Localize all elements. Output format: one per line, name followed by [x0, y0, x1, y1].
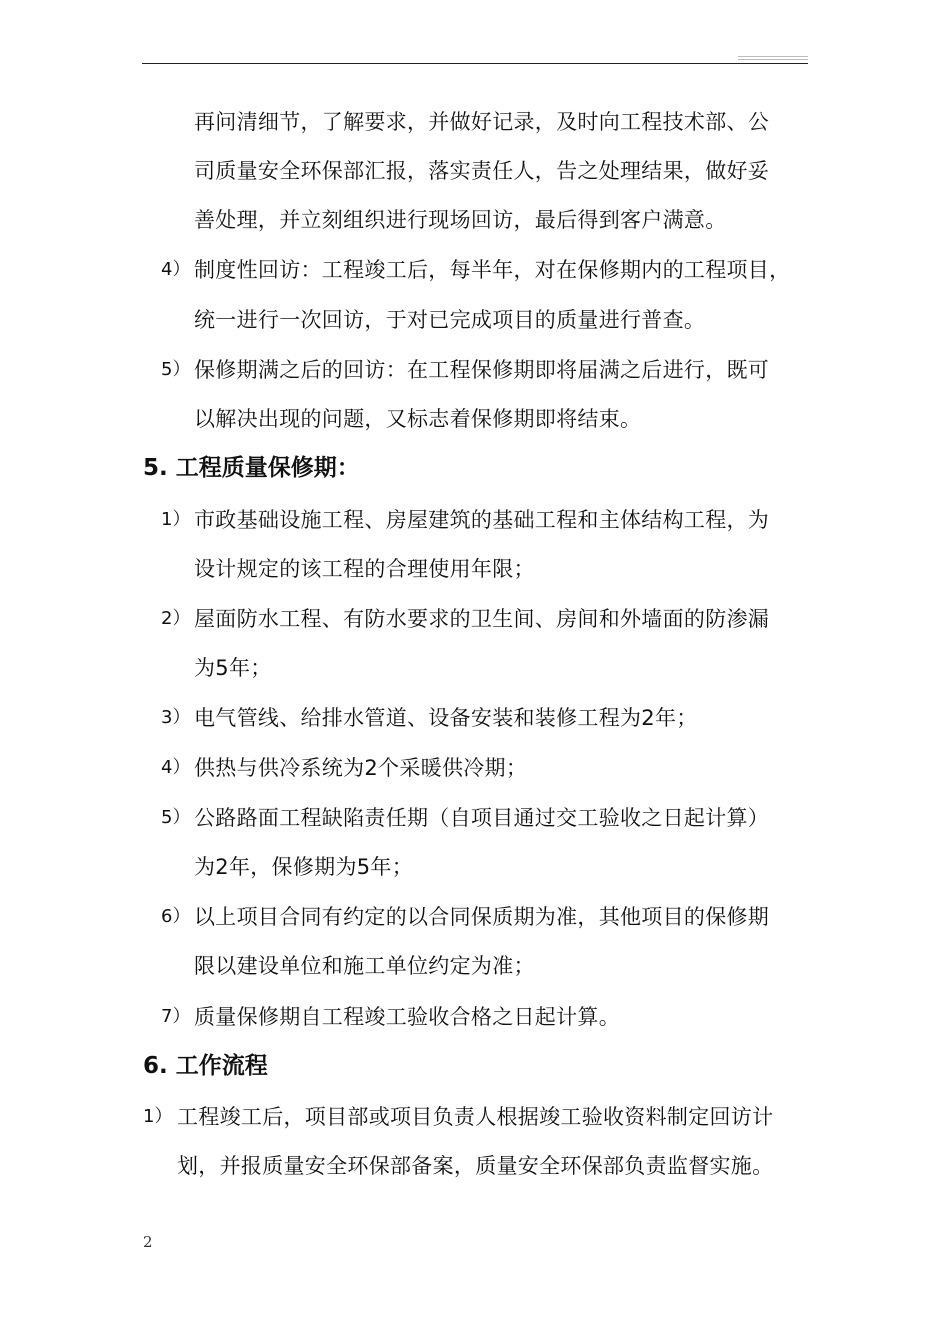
list-marker: 6） [161, 906, 191, 927]
header-rule [142, 63, 808, 64]
paragraph-line: 再问清细节，了解要求，并做好记录，及时向工程技术部、公 [194, 110, 770, 134]
list-item-line: 为5年； [194, 656, 272, 680]
header-mark [738, 59, 808, 60]
list-marker: 1） [143, 1106, 173, 1127]
list-item-line: 供热与供冷系统为2个采暖供冷期； [194, 756, 528, 780]
list-marker: 1） [161, 509, 191, 530]
list-item-line: 质量保修期自工程竣工验收合格之日起计算。 [194, 1005, 620, 1029]
list-marker: 7） [161, 1006, 191, 1027]
list-item-line: 屋面防水工程、有防水要求的卫生间、房间和外墙面的防渗漏 [194, 607, 770, 631]
list-item-line: 以上项目合同有约定的以合同保质期为准，其他项目的保修期 [194, 905, 770, 929]
list-marker: 4） [161, 259, 191, 280]
list-item-line: 公路路面工程缺陷责任期（自项目通过交工验收之日起计算） [194, 806, 770, 830]
list-item-line: 划，并报质量安全环保部备案，质量安全环保部负责监督实施。 [177, 1154, 774, 1178]
paragraph-line: 司质量安全环保部汇报，落实责任人，告之处理结果，做好妥 [194, 159, 770, 183]
list-item-line: 制度性回访：工程竣工后，每半年，对在保修期内的工程项目， [194, 258, 791, 282]
section-heading: 6. 工作流程 [143, 1053, 268, 1079]
list-marker: 2） [161, 608, 191, 629]
list-item-line: 为2年，保修期为5年； [194, 855, 414, 879]
list-item-line: 设计规定的该工程的合理使用年限； [194, 557, 535, 581]
header-mark [738, 56, 808, 57]
section-heading: 5. 工程质量保修期： [143, 455, 360, 481]
list-item-line: 限以建设单位和施工单位约定为准； [194, 954, 535, 978]
list-marker: 5） [161, 807, 191, 828]
list-marker: 4） [161, 757, 191, 778]
list-item-line: 统一进行一次回访，于对已完成项目的质量进行普查。 [194, 308, 706, 332]
list-item-line: 工程竣工后，项目部或项目负责人根据竣工验收资料制定回访计 [177, 1105, 774, 1129]
list-item-line: 保修期满之后的回访：在工程保修期即将届满之后进行，既可 [194, 358, 770, 382]
list-marker: 5） [161, 359, 191, 380]
list-item-line: 电气管线、给排水管道、设备安装和装修工程为2年； [194, 706, 698, 730]
list-item-line: 市政基础设施工程、房屋建筑的基础工程和主体结构工程，为 [194, 508, 770, 532]
list-item-line: 以解决出现的问题，又标志着保修期即将结束。 [194, 407, 642, 431]
page-number: 2 [143, 1233, 153, 1251]
paragraph-line: 善处理，并立刻组织进行现场回访，最后得到客户满意。 [194, 208, 727, 232]
list-marker: 3） [161, 707, 191, 728]
